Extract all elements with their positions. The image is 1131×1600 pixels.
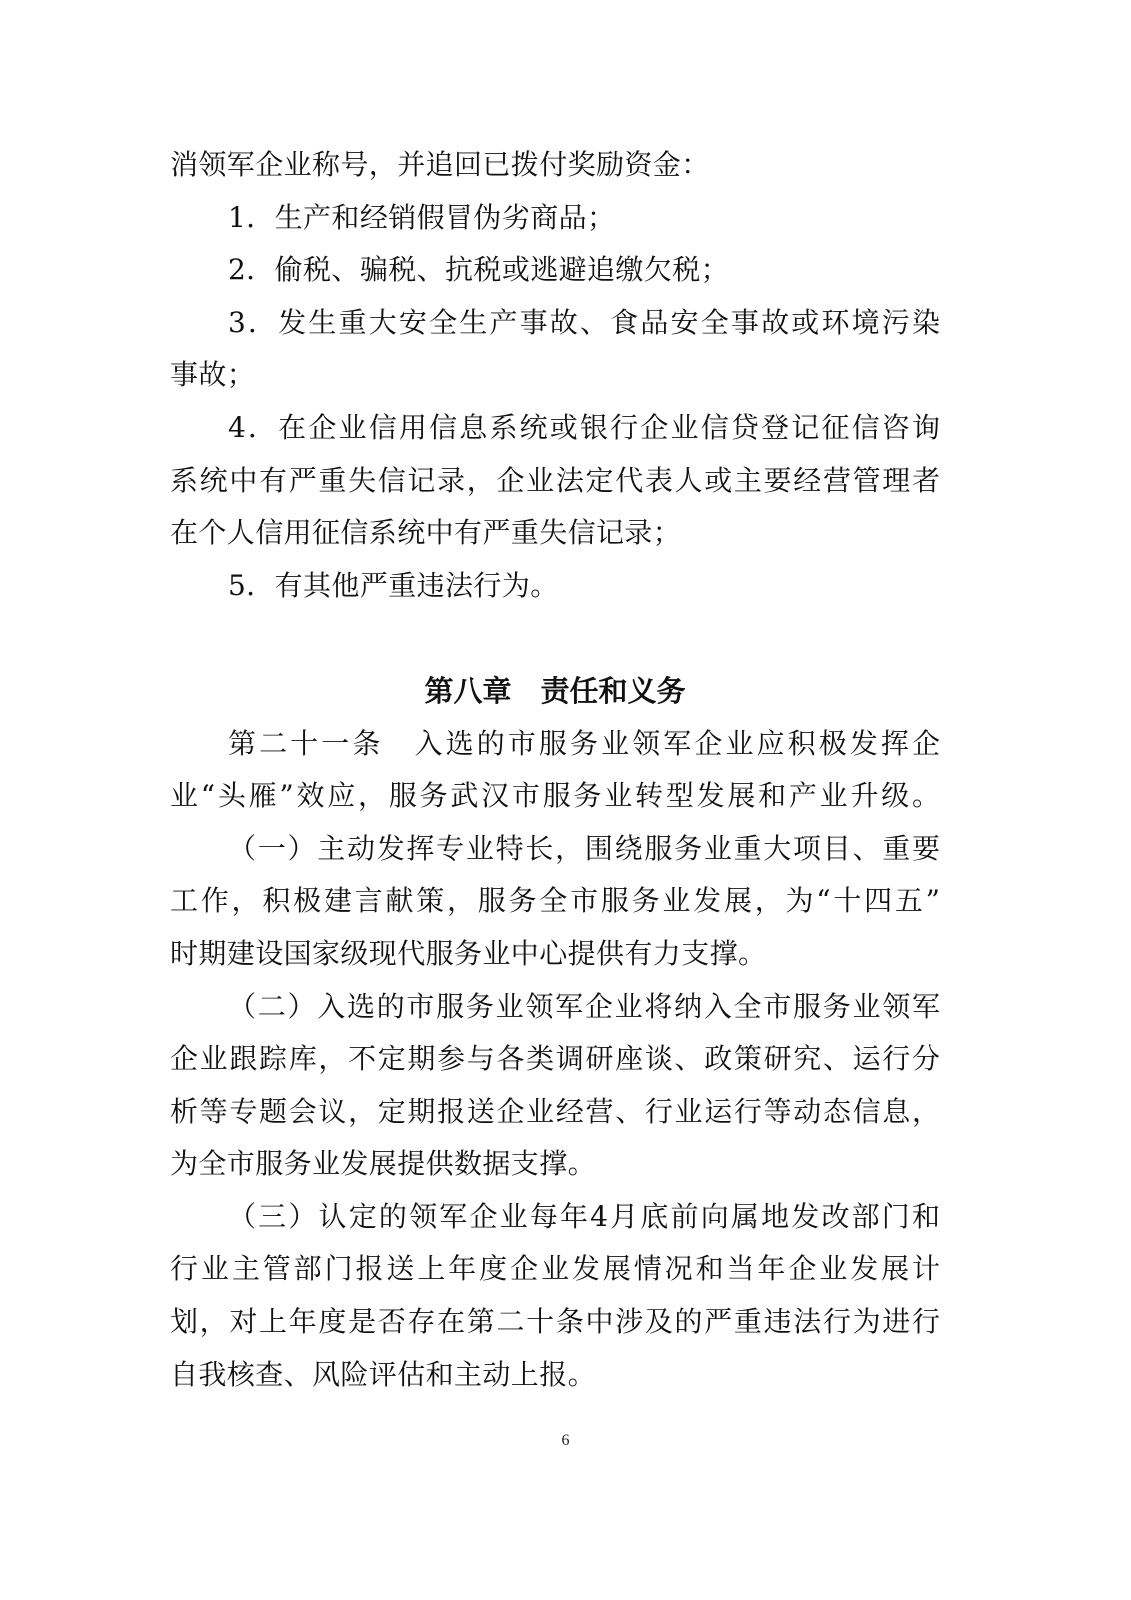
document-page: [170, 139, 940, 1401]
spacer: [170, 612, 940, 665]
page-number: 6: [561, 1432, 570, 1449]
paragraph-line: 4．在企业信用信息系统或银行企业信贷登记征信咨询: [228, 410, 940, 444]
paragraph-line: 划，对上年度是否存在第二十条中涉及的严重违法行为进行: [170, 1305, 940, 1339]
paragraph-line: 行业主管部门报送上年度企业发展情况和当年企业发展计: [170, 1252, 940, 1286]
paragraph-line: 自我核查、风险评估和主动上报。: [170, 1357, 597, 1391]
paragraph-line: 5．有其他严重违法行为。: [228, 568, 559, 602]
paragraph-line: 企业跟踪库，不定期参与各类调研座谈、政策研究、运行分: [170, 1042, 940, 1076]
paragraph-line: 事故；: [170, 358, 256, 392]
paragraph-line: 析等专题会议，定期报送企业经营、行业运行等动态信息，: [170, 1094, 940, 1128]
paragraph-line: 系统中有严重失信记录，企业法定代表人或主要经营管理者: [170, 463, 940, 497]
list-item: [170, 297, 940, 402]
paragraph-line: （一）主动发挥专业特长，围绕服务业重大项目、重要: [228, 831, 940, 865]
article-21: [170, 718, 940, 1402]
paragraph-line: 2．偷税、骗税、抗税或逃避追缴欠税；: [228, 253, 730, 287]
paragraph-line: 消领军企业称号，并追回已拨付奖励资金：: [170, 148, 710, 181]
paragraph-line: （三）认定的领军企业每年4月底前向属地发改部门和: [228, 1199, 940, 1233]
paragraph-line: 在个人信用征信系统中有严重失信记录；: [170, 516, 682, 550]
paragraph-line: 1．生产和经销假冒伪劣商品；: [228, 200, 616, 234]
paragraph-line: 3．发生重大安全生产事故、食品安全事故或环境污染: [228, 305, 940, 339]
clause-1: [170, 823, 940, 981]
paragraph-line: 第二十一条 入选的市服务业领军企业应积极发挥企: [228, 726, 940, 760]
list-item: [170, 192, 940, 245]
chapter-heading: 第八章 责任和义务: [424, 673, 686, 708]
paragraph-line: 业“头雁”效应，服务武汉市服务业转型发展和产业升级。: [170, 779, 940, 813]
paragraph-line: 时期建设国家级现代服务业中心提供有力支撑。: [170, 936, 767, 970]
list-item: [170, 244, 940, 297]
list-item: [170, 560, 940, 613]
article-20-continuation: [170, 139, 940, 612]
list-item: [170, 402, 940, 560]
paragraph-line: 工作，积极建言献策，服务全市服务业发展，为“十四五”: [170, 884, 940, 918]
clause-2: [170, 981, 940, 1191]
clause-3: [170, 1191, 940, 1401]
paragraph-line: 为全市服务业发展提供数据支撑。: [170, 1147, 597, 1181]
paragraph-line: （二）入选的市服务业领军企业将纳入全市服务业领军: [228, 989, 940, 1023]
